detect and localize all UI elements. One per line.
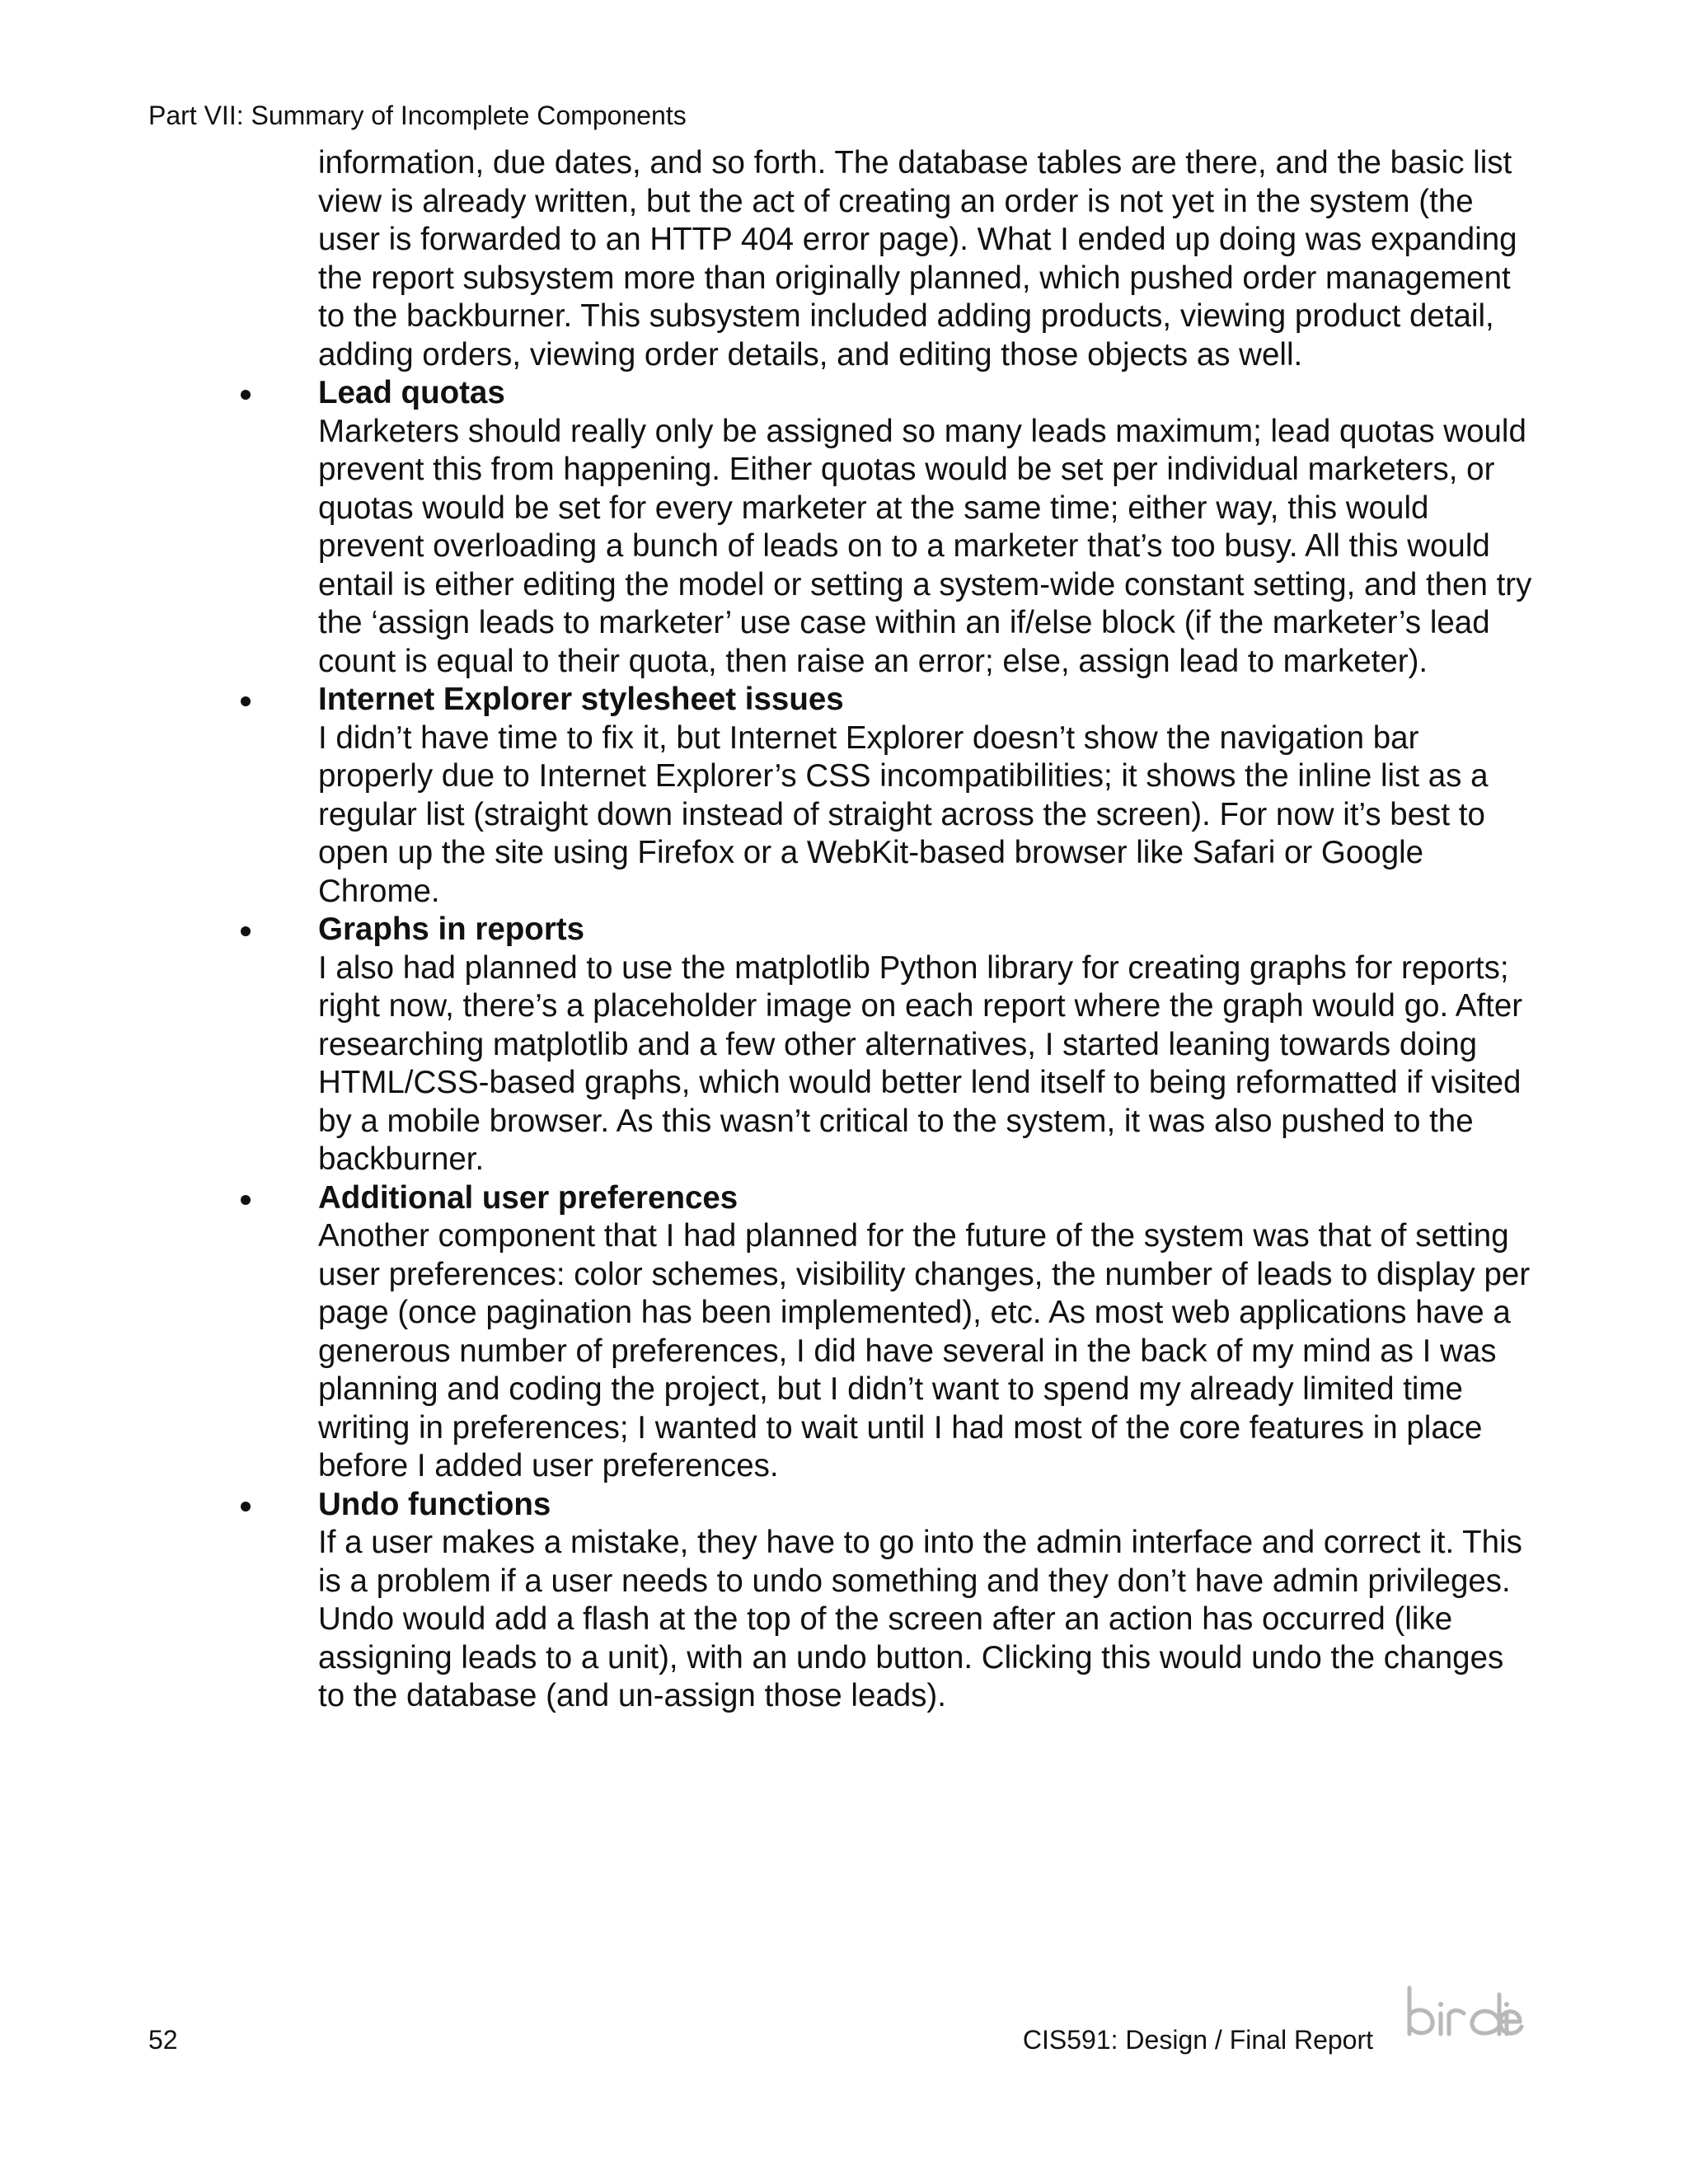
bullet-icon (241, 911, 265, 949)
page-header-section-title: Part VII: Summary of Incomplete Components (148, 101, 687, 130)
item-title: Additional user preferences (318, 1179, 738, 1216)
page-number: 52 (148, 2025, 178, 2055)
footer-document-title: CIS591: Design / Final Report (1022, 2025, 1373, 2055)
intro-paragraph: information, due dates, and so forth. The database tables are there, and the basic list view is already written, but the act of creating an order is not yet in the system (the user is forwarded to an HTTP 404 error page). What I ended up doing was expanding the report subsystem more than originally planned, which pushed order management to the backburner. This subsystem included adding products, viewing product detail, adding orders, viewing order details, and editing those objects as well. (318, 145, 1517, 373)
list-item (318, 1486, 1538, 1716)
item-text: I didn’t have time to fix it, but Internet Explorer doesn’t show the navigation bar properly due to Internet Explorer’s CSS incompatibilities; it shows the inline list as a regular list (straight down instead of straight across the screen). For now it’s best to open up the site using Firefox or a WebKit-based browser like Safari or Google Chrome. (318, 719, 1489, 909)
list-item (318, 1179, 1538, 1486)
bullet-icon (241, 374, 265, 413)
incomplete-components-list (318, 374, 1538, 1716)
item-title: Undo functions (318, 1486, 551, 1522)
document-body (318, 144, 1538, 1716)
list-item (318, 374, 1538, 681)
bullet-icon (241, 1486, 265, 1525)
item-text: Marketers should really only be assigned so many leads maximum; lead quotas would prevent this from happening. Either quotas would be set per individual marketers, or quotas would be set for every marketer at the same time; either way, this would prevent overloading a bunch of leads on to a marketer that’s too busy. All this would entail is either editing the model or setting a system-wide constant setting, and then try the ‘assign leads to marketer’ use case within an if/else block (if the marketer’s lead count is equal to their quota, then raise an error; else, assign lead to marketer). (318, 413, 1532, 679)
bullet-icon (241, 681, 265, 719)
item-text: I also had planned to use the matplotlib Python library for creating graphs for reports; right now, there’s a placeholder image on each report where the graph would go. After researching matplotlib and a few other alternatives, I started leaning towards doing HTML/CSS-based graphs, which would better lend itself to being reformatted if visited by a mobile browser. As this wasn’t critical to the system, it was also pushed to the backburner. (318, 949, 1523, 1177)
birdie-logo (1401, 1976, 1525, 2050)
item-text: If a user makes a mistake, they have to go into the admin interface and correct it. This is a problem if a user needs to undo something and they don’t have admin privileges. Undo would add a flash at the top of the screen after an action has occurred (like assigning leads to a unit), with an undo button. Clicking this would undo the changes to the database (and un-assign those leads). (318, 1525, 1522, 1713)
item-title: Internet Explorer stylesheet issues (318, 682, 844, 717)
item-title: Graphs in reports (318, 912, 585, 947)
list-item (318, 911, 1538, 1179)
list-item (318, 681, 1538, 911)
bullet-icon (241, 1179, 265, 1218)
item-title: Lead quotas (318, 375, 505, 410)
item-text: Another component that I had planned for the future of the system was that of setting user preferences: color schemes, visibility changes, the number of leads to display per page (once pagination has been implemented), etc. As most web applications have a generous number of preferences, I did have several in the back of my mind as I was planning and coding the project, but I didn’t want to spend my already limited time writing in preferences; I wanted to wait until I had most of the core features in place before I added user preferences. (318, 1218, 1531, 1483)
